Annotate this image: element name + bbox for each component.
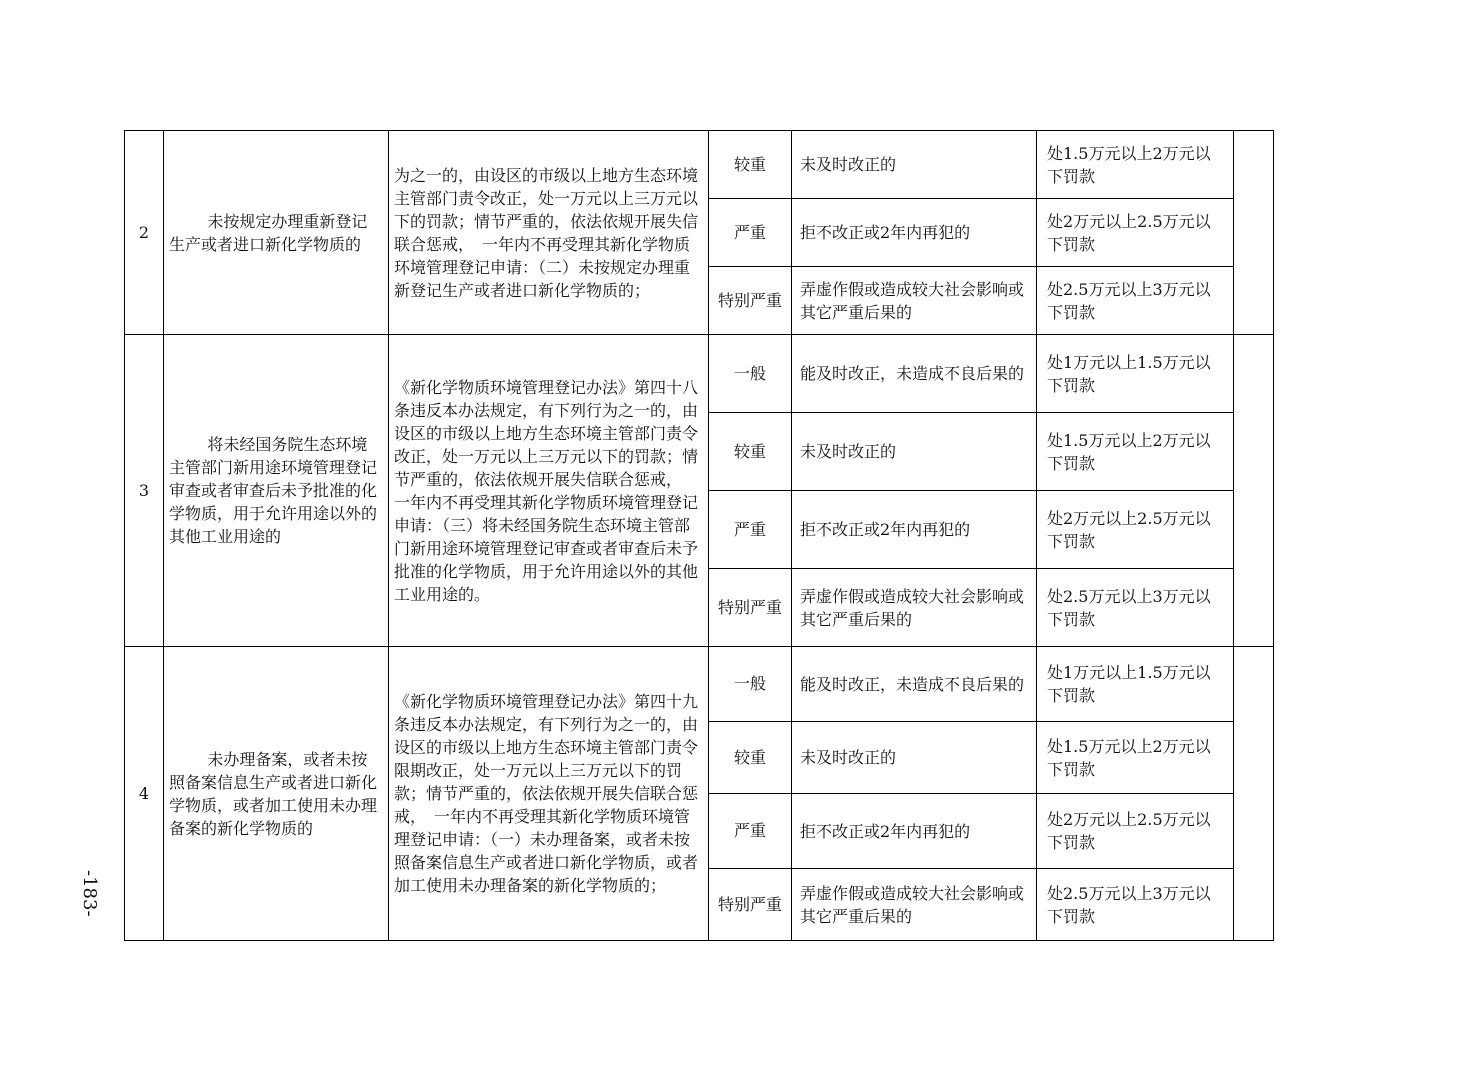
- circumstance: 弄虚作假或造成较大社会影响或其它严重后果的: [792, 267, 1037, 335]
- fine-standard: 处1万元以上1.5万元以下罚款: [1037, 335, 1234, 413]
- circumstance: 未及时改正的: [792, 413, 1037, 491]
- severity-level: 较重: [709, 722, 792, 794]
- violation-description: 未办理备案，或者未按照备案信息生产或者进口新化学物质，或者加工使用未办理备案的新化学物质的: [164, 647, 389, 941]
- circumstance: 能及时改正，未造成不良后果的: [792, 335, 1037, 413]
- severity-level: 较重: [709, 131, 792, 199]
- legal-basis: 为之一的，由设区的市级以上地方生态环境主管部门责令改正，处一万元以上三万元以下的罚款；情节严重的，依法依规开展失信联合惩戒， 一年内不再受理其新化学物质环境管理登记申请：（二）未按规定办理重新登记生产或者进口新化学物质的；: [389, 131, 709, 335]
- circumstance: 拒不改正或2年内再犯的: [792, 199, 1037, 267]
- fine-standard: 处1.5万元以上2万元以下罚款: [1037, 131, 1234, 199]
- item-number: 4: [125, 647, 164, 941]
- severity-level: 特别严重: [709, 267, 792, 335]
- penalty-table: [124, 130, 1274, 941]
- severity-level: 严重: [709, 794, 792, 869]
- fine-standard: 处2万元以上2.5万元以下罚款: [1037, 491, 1234, 569]
- fine-standard: 处2.5万元以上3万元以下罚款: [1037, 569, 1234, 647]
- severity-level: 一般: [709, 335, 792, 413]
- legal-basis: 《新化学物质环境管理登记办法》第四十九条违反本办法规定，有下列行为之一的，由设区的市级以上地方生态环境主管部门责令限期改正，处一万元以上三万元以下的罚款；情节严重的，依法依规开展失信联合惩戒， 一年内不再受理其新化学物质环境管理登记申请：（一）未办理备案，或者未按照备案信息生产或者进口新化学物质，或者加工使用未办理备案的新化学物质的；: [389, 647, 709, 941]
- fine-standard: 处2万元以上2.5万元以下罚款: [1037, 794, 1234, 869]
- circumstance: 拒不改正或2年内再犯的: [792, 794, 1037, 869]
- legal-basis: 《新化学物质环境管理登记办法》第四十八条违反本办法规定，有下列行为之一的，由设区的市级以上地方生态环境主管部门责令改正，处一万元以上三万元以下的罚款；情节严重的，依法依规开展失信联合惩戒， 一年内不再受理其新化学物质环境管理登记申请：（三）将未经国务院生态环境主管部门新用途环境管理登记审查或者审查后未予批准的化学物质，用于允许用途以外的其他工业用途的。: [389, 335, 709, 647]
- violation-description: 将未经国务院生态环境主管部门新用途环境管理登记审查或者审查后未予批准的化学物质，用于允许用途以外的其他工业用途的: [164, 335, 389, 647]
- remarks-cell: [1234, 647, 1274, 941]
- severity-level: 一般: [709, 647, 792, 722]
- circumstance: 弄虚作假或造成较大社会影响或其它严重后果的: [792, 869, 1037, 941]
- fine-standard: 处2.5万元以上3万元以下罚款: [1037, 869, 1234, 941]
- violation-description: 未按规定办理重新登记生产或者进口新化学物质的: [164, 131, 389, 335]
- fine-standard: 处1万元以上1.5万元以下罚款: [1037, 647, 1234, 722]
- item-number: 3: [125, 335, 164, 647]
- severity-level: 特别严重: [709, 869, 792, 941]
- remarks-cell: [1234, 335, 1274, 647]
- circumstance: 拒不改正或2年内再犯的: [792, 491, 1037, 569]
- item-number: 2: [125, 131, 164, 335]
- severity-level: 严重: [709, 199, 792, 267]
- severity-level: 严重: [709, 491, 792, 569]
- fine-standard: 处2万元以上2.5万元以下罚款: [1037, 199, 1234, 267]
- circumstance: 弄虚作假或造成较大社会影响或其它严重后果的: [792, 569, 1037, 647]
- remarks-cell: [1234, 131, 1274, 335]
- severity-level: 较重: [709, 413, 792, 491]
- table-row: [125, 131, 1274, 199]
- circumstance: 未及时改正的: [792, 131, 1037, 199]
- circumstance: 能及时改正，未造成不良后果的: [792, 647, 1037, 722]
- fine-standard: 处1.5万元以上2万元以下罚款: [1037, 413, 1234, 491]
- page-number: -183-: [79, 870, 100, 917]
- table-row: [125, 647, 1274, 722]
- circumstance: 未及时改正的: [792, 722, 1037, 794]
- fine-standard: 处2.5万元以上3万元以下罚款: [1037, 267, 1234, 335]
- fine-standard: 处1.5万元以上2万元以下罚款: [1037, 722, 1234, 794]
- severity-level: 特别严重: [709, 569, 792, 647]
- table-row: [125, 335, 1274, 413]
